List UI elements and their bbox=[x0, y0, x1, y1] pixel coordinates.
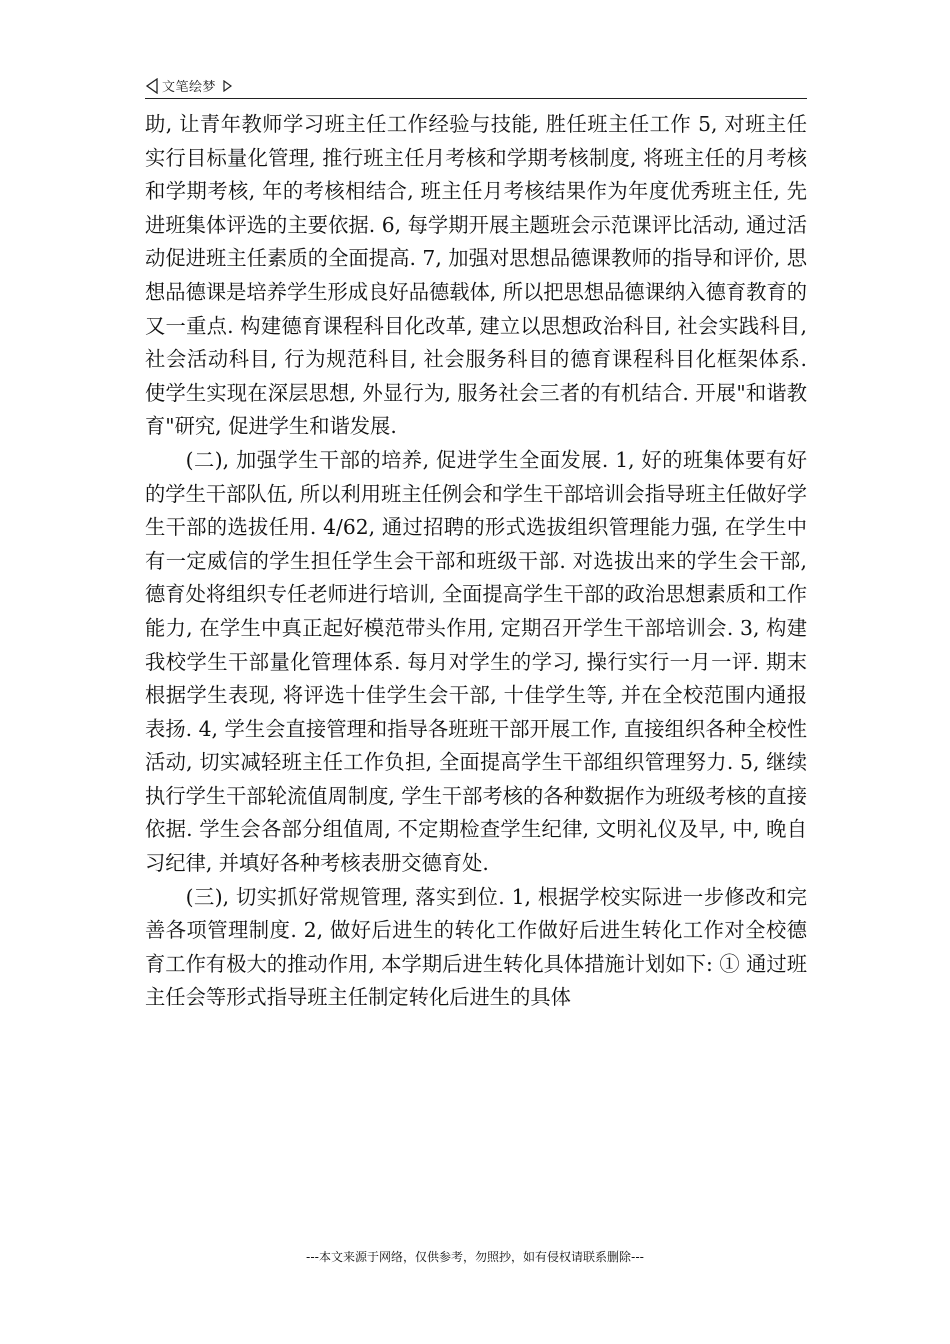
paragraph-2: (二), 加强学生干部的培养, 促进学生全面发展. 1, 好的班集体要有好的学生干部队伍, 所以利用班主任例会和学生干部培训会指导班主任做好学生干部的选拔任用. 4/62, 通过招聘的形式选拔组织管理能力强, 在学生中有一定威信的学生担任学生会干部和班级干部. 对选拔出来的学生会干部, 德育处将组织专任老师进行培训, 全面提高学生干部的政治思想素质和工作能力, 在学生中真正起好模范带头作用, 定期召开学生干部培训会. 3, 构建我校学生干部量化管理体系. 每月对学生的学习, 操行实行一月一评. 期末根据学生表现, 将评选十佳学生会干部, 十佳学生等, 并在全校范围内通报表扬. 4, 学生会直接管理和指导各班班干部开展工作, 直接组织各种全校性活动, 切实减轻班主任工作负担, 全面提高学生干部组织管理努力. 5, 继续执行学生干部轮流值周制度, 学生干部考核的各种数据作为班级考核的直接依据. 学生会各部分组值周, 不定期检查学生纪律, 文明礼仪及早, 中, 晚自习纪律, 并填好各种考核表册交德育处. bbox=[145, 447, 807, 876]
brand-name: 文笔绘梦 bbox=[162, 80, 217, 95]
triangle-left-outline-icon bbox=[145, 78, 159, 94]
footer-notice: ---本文来源于网络，仅供参考，勿照抄，如有侵权请联系删除--- bbox=[306, 1250, 644, 1264]
paragraph-3: (三), 切实抓好常规管理, 落实到位. 1, 根据学校实际进一步修改和完善各项管理制度. 2, 做好后进生的转化工作做好后进生转化工作对全校德育工作有极大的推动作用, 本学期后进生转化具体措施计划如下: ① 通过班主任会等形式指导班主任制定转化后进生的具体 bbox=[145, 884, 807, 1010]
paragraph-1: 助, 让青年教师学习班主任工作经验与技能, 胜任班主任工作 5, 对班主任实行目标量化管理, 推行班主任月考核和学期考核制度, 将班主任的月考核和学期考核, 年的考核相结合, 班主任月考核结果作为年度优秀班主任, 先进班集体评选的主要依据. 6, 每学期开展主题班会示范课评比活动, 通过活动促进班主任素质的全面提高. 7, 加强对思想品德课教师的指导和评价, 思想品德课是培养学生形成良好品德载体, 所以把思想品德课纳入德育教育的又一重点. 构建德育课程科目化改革, 建立以思想政治科目, 社会实践科目, 社会活动科目, 行为规范科目, 社会服务科目的德育课程科目化框架体系. 使学生实现在深层思想, 外显行为, 服务社会三者的有机结合. 开展"和谐教育"研究, 促进学生和谐发展. bbox=[145, 112, 807, 439]
header-brand-group bbox=[145, 76, 232, 95]
triangle-right-outline-icon bbox=[222, 80, 232, 92]
page-header bbox=[145, 76, 807, 99]
document-body bbox=[145, 108, 807, 1015]
